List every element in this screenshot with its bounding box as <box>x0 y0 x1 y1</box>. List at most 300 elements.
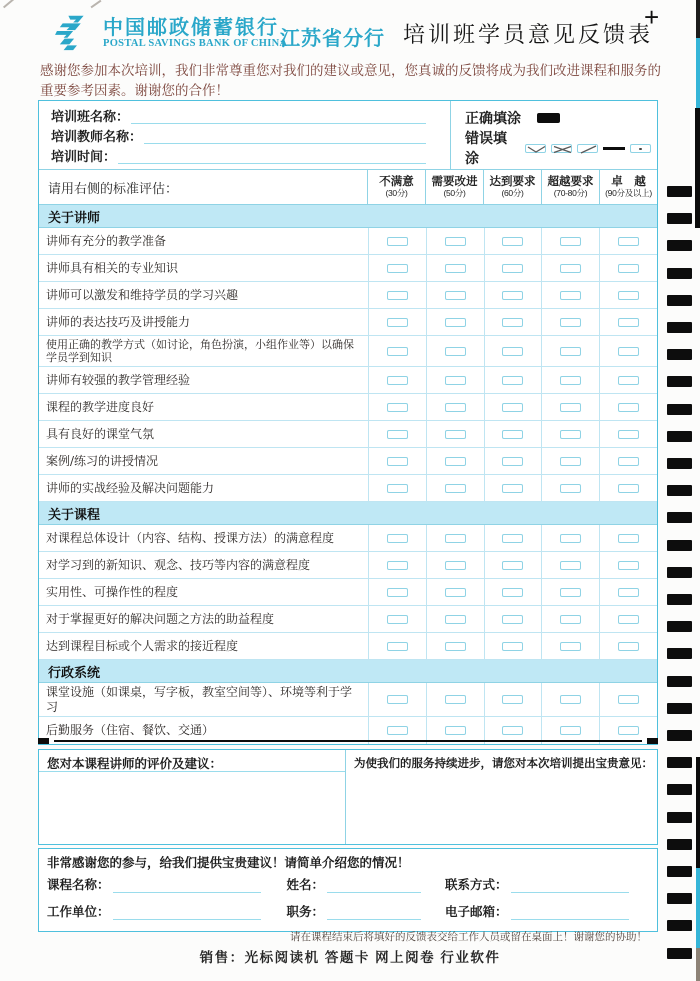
bank-name-cn: 中国邮政储蓄银行 <box>103 14 279 39</box>
instructor-comment-box <box>39 750 346 844</box>
personal-info-section <box>38 848 658 943</box>
question-label: 讲师可以激发和维持学员的学习兴趣 <box>46 287 239 302</box>
wrong-fill-example <box>465 128 651 168</box>
rating-bubble[interactable] <box>387 376 408 385</box>
timing-mark <box>667 404 692 415</box>
rating-cell <box>484 394 542 420</box>
rating-bubble[interactable] <box>560 457 581 466</box>
page-edge-artifact <box>696 0 700 38</box>
rating-bubble[interactable] <box>502 695 523 704</box>
page-edge-artifact <box>696 868 700 948</box>
divider-cap <box>38 738 49 744</box>
return-instruction-note: 请在课程结束后将填好的反馈表交给工作人员或留在桌面上！谢谢您的协助！ <box>290 931 647 943</box>
timing-mark <box>667 213 692 224</box>
timing-mark <box>667 893 692 904</box>
rating-bubble[interactable] <box>502 534 523 543</box>
rating-cell <box>484 606 542 632</box>
info-field-input[interactable] <box>131 110 426 124</box>
rating-cell <box>368 475 426 501</box>
question-label: 使用正确的教学方式（如讨论，角色扮演，小组作业等）以确保学员学到知识 <box>46 338 354 365</box>
rating-cell <box>368 255 426 281</box>
info-field-label: 培训班名称： <box>51 109 130 124</box>
timing-mark <box>667 703 692 714</box>
rating-cell <box>599 683 657 716</box>
rating-cell <box>368 552 426 578</box>
rating-bubble[interactable] <box>502 264 523 273</box>
personal-field-label: 电子邮箱： <box>445 905 508 919</box>
rating-cell <box>599 633 657 659</box>
wrong-fill-label: 错误填涂 <box>465 130 507 166</box>
rating-cell <box>541 228 599 254</box>
rating-bubble[interactable] <box>387 561 408 570</box>
timing-mark <box>667 485 692 496</box>
wrong-mark-examples <box>525 144 651 153</box>
rating-cell <box>368 309 426 335</box>
timing-mark <box>667 240 692 251</box>
rating-cell <box>599 606 657 632</box>
rating-cell <box>426 552 484 578</box>
rating-bubble[interactable] <box>387 588 408 597</box>
timing-mark <box>667 431 692 442</box>
timing-mark <box>667 948 692 959</box>
rating-cell <box>368 336 426 366</box>
question-row <box>39 421 657 448</box>
rating-bubble[interactable] <box>502 561 523 570</box>
rating-cell <box>599 552 657 578</box>
comments-section <box>38 749 658 845</box>
rating-bubble[interactable] <box>502 291 523 300</box>
rating-bubble[interactable] <box>502 615 523 624</box>
question-label: 课堂设施（如课桌，写字板，教室空间等）、环境等利于学习 <box>46 685 353 714</box>
rating-bubble[interactable] <box>502 318 523 327</box>
rating-cell <box>426 255 484 281</box>
rating-cell <box>368 448 426 474</box>
personal-field <box>47 875 261 893</box>
scan-artifact <box>91 0 102 8</box>
question-row <box>39 228 657 255</box>
rating-bubble[interactable] <box>618 264 639 273</box>
rating-cell <box>484 309 542 335</box>
rating-bubble[interactable] <box>560 430 581 439</box>
rating-bubble[interactable] <box>560 588 581 597</box>
timing-mark <box>667 458 692 469</box>
wrong-mark-cross-icon <box>551 144 572 153</box>
timing-mark <box>667 730 692 741</box>
rating-bubble[interactable] <box>445 237 466 246</box>
question-row <box>39 683 657 717</box>
rating-column-score: (60分) <box>501 187 524 198</box>
question-row <box>39 633 657 660</box>
question-row <box>39 552 657 579</box>
rating-cell <box>368 579 426 605</box>
rating-column-header-4 <box>599 170 657 204</box>
rating-cell <box>426 367 484 393</box>
page-title: 培训班学员意见反馈表 <box>403 23 654 48</box>
rating-bubble[interactable] <box>445 695 466 704</box>
rating-bubble[interactable] <box>445 318 466 327</box>
rating-cell <box>599 282 657 308</box>
question-row <box>39 475 657 502</box>
timing-mark <box>667 567 692 578</box>
rating-bubble[interactable] <box>445 561 466 570</box>
rating-cell <box>484 683 542 716</box>
timing-mark <box>667 621 692 632</box>
personal-field-input[interactable] <box>511 881 629 893</box>
rating-table <box>38 100 658 745</box>
timing-mark <box>667 295 692 306</box>
rating-cell <box>426 579 484 605</box>
rating-bubble[interactable] <box>560 318 581 327</box>
section-header-0: 关于讲师 <box>39 205 657 228</box>
personal-field-input[interactable] <box>327 881 421 893</box>
rating-cell <box>599 255 657 281</box>
rating-column-score: (70-80分) <box>553 187 588 198</box>
wrong-mark-dot-icon <box>630 144 651 153</box>
rating-bubble[interactable] <box>387 291 408 300</box>
info-field-label: 培训时间： <box>51 149 117 164</box>
rating-cell <box>484 633 542 659</box>
timing-mark <box>667 594 692 605</box>
header <box>55 12 287 52</box>
rating-bubble[interactable] <box>445 291 466 300</box>
rating-bubble[interactable] <box>618 237 639 246</box>
training-comment-label: 为使我们的服务持续进步，请您对本次培训提出宝贵意见： <box>354 758 653 770</box>
registration-cross-mark: + <box>644 2 660 32</box>
rating-cell <box>541 367 599 393</box>
rating-bubble[interactable] <box>387 457 408 466</box>
rating-bubble[interactable] <box>502 642 523 651</box>
rating-bubble[interactable] <box>445 615 466 624</box>
personal-fields-row2 <box>47 902 647 920</box>
question-label: 讲师的实战经验及解决问题能力 <box>46 481 215 496</box>
timing-mark <box>667 322 692 333</box>
filled-mark-example <box>537 113 560 123</box>
wrong-mark-slash-icon <box>577 144 598 153</box>
rating-cell <box>541 683 599 716</box>
timing-mark <box>667 376 692 387</box>
rating-bubble[interactable] <box>387 534 408 543</box>
rating-column-header-0 <box>367 170 425 204</box>
rating-bubble[interactable] <box>502 484 523 493</box>
rating-cell <box>426 606 484 632</box>
question-row <box>39 309 657 336</box>
rating-bubble[interactable] <box>560 726 581 735</box>
section-divider <box>38 738 658 744</box>
rating-bubble[interactable] <box>618 403 639 412</box>
question-row <box>39 255 657 282</box>
personal-field-label: 职务： <box>286 905 325 919</box>
rating-column-name: 超越要求 <box>547 175 594 188</box>
rating-bubble[interactable] <box>387 615 408 624</box>
rating-cell <box>426 309 484 335</box>
timing-mark <box>667 839 692 850</box>
rating-bubble[interactable] <box>445 484 466 493</box>
rating-bubble[interactable] <box>560 484 581 493</box>
rating-cell <box>426 394 484 420</box>
rating-cell <box>541 633 599 659</box>
rating-bubble[interactable] <box>387 318 408 327</box>
rating-bubble[interactable] <box>560 615 581 624</box>
info-field-line <box>51 146 440 165</box>
rating-bubble[interactable] <box>387 347 408 356</box>
rating-column-header-2 <box>483 170 541 204</box>
question-label: 讲师有较强的教学管理经验 <box>46 373 191 388</box>
rating-cell <box>541 336 599 366</box>
question-label: 具有良好的课堂气氛 <box>46 427 155 442</box>
personal-fields-row1 <box>47 875 647 893</box>
rating-bubble[interactable] <box>618 726 639 735</box>
rating-cell <box>484 552 542 578</box>
rating-bubble[interactable] <box>618 430 639 439</box>
rating-grid-body <box>39 205 657 744</box>
divider-cap <box>647 738 658 744</box>
bank-logo <box>55 12 287 52</box>
rating-bubble[interactable] <box>618 457 639 466</box>
rating-cell <box>484 421 542 447</box>
rating-bubble[interactable] <box>560 403 581 412</box>
rating-bubble[interactable] <box>618 642 639 651</box>
rating-bubble[interactable] <box>387 695 408 704</box>
rating-column-score: (30分) <box>385 187 408 198</box>
rating-cell <box>426 633 484 659</box>
rating-bubble[interactable] <box>445 430 466 439</box>
rating-bubble[interactable] <box>618 561 639 570</box>
page-edge-artifact <box>695 108 700 228</box>
personal-field-label: 工作单位： <box>47 905 110 919</box>
rating-bubble[interactable] <box>618 376 639 385</box>
rating-bubble[interactable] <box>502 347 523 356</box>
rating-bubble[interactable] <box>618 588 639 597</box>
rating-cell <box>599 309 657 335</box>
rating-cell <box>368 633 426 659</box>
rating-bubble[interactable] <box>618 534 639 543</box>
rating-prompt: 请用右侧的标准评估： <box>48 180 179 196</box>
rating-bubble[interactable] <box>560 237 581 246</box>
rating-cell <box>426 282 484 308</box>
rating-cell <box>368 367 426 393</box>
question-row <box>39 606 657 633</box>
rating-cell <box>541 579 599 605</box>
page-edge-artifact <box>696 38 700 108</box>
rating-bubble[interactable] <box>560 561 581 570</box>
rating-bubble[interactable] <box>387 642 408 651</box>
rating-bubble[interactable] <box>445 588 466 597</box>
personal-field <box>445 875 629 893</box>
personal-field-input[interactable] <box>113 881 261 893</box>
rating-cell <box>368 683 426 716</box>
rating-cell <box>541 309 599 335</box>
rating-cell <box>541 421 599 447</box>
rating-cell <box>599 394 657 420</box>
question-row <box>39 448 657 475</box>
correct-fill-label: 正确填涂 <box>465 110 521 126</box>
rating-bubble[interactable] <box>387 403 408 412</box>
section-header-2: 行政系统 <box>39 660 657 683</box>
rating-bubble[interactable] <box>502 430 523 439</box>
rating-bubble[interactable] <box>618 615 639 624</box>
rating-cell <box>541 448 599 474</box>
rating-cell <box>426 421 484 447</box>
question-row <box>39 394 657 421</box>
rating-cell <box>368 421 426 447</box>
info-field-line <box>51 126 440 145</box>
personal-field-label: 课程名称： <box>47 878 110 892</box>
rating-bubble[interactable] <box>560 347 581 356</box>
rating-column-header-1 <box>425 170 483 204</box>
question-label: 讲师的表达技巧及讲授能力 <box>46 314 191 329</box>
question-label: 讲师具有相关的专业知识 <box>46 260 179 275</box>
rating-column-name: 达到要求 <box>489 175 536 188</box>
rating-bubble[interactable] <box>445 534 466 543</box>
training-comment-box <box>346 750 657 844</box>
info-row <box>39 101 657 170</box>
page-edge-artifact <box>696 948 700 981</box>
personal-field <box>445 902 629 920</box>
page-edge-artifact <box>696 757 700 868</box>
rating-cell <box>368 606 426 632</box>
wrong-mark-check-icon <box>525 144 546 153</box>
info-field-input[interactable] <box>118 150 426 164</box>
rating-cell <box>484 336 542 366</box>
rating-bubble[interactable] <box>618 291 639 300</box>
rating-bubble[interactable] <box>560 291 581 300</box>
rating-bubble[interactable] <box>445 376 466 385</box>
rating-cell <box>484 255 542 281</box>
rating-cell <box>599 336 657 366</box>
question-label: 实用性、可操作性的程度 <box>46 585 179 600</box>
rating-cell <box>426 683 484 716</box>
timing-mark <box>667 757 692 768</box>
training-comment-area[interactable] <box>354 772 653 842</box>
rating-bubble[interactable] <box>560 534 581 543</box>
question-label: 后勤服务（住宿、餐饮、交通） <box>46 723 215 738</box>
scan-artifact <box>3 0 15 8</box>
rating-bubble[interactable] <box>502 588 523 597</box>
question-row <box>39 525 657 552</box>
divider-bar <box>54 740 642 743</box>
rating-bubble[interactable] <box>502 457 523 466</box>
rating-bubble[interactable] <box>502 726 523 735</box>
question-label: 对学习到的新知识、观念、技巧等内容的满意程度 <box>46 558 311 573</box>
rating-cell <box>368 282 426 308</box>
rating-bubble[interactable] <box>502 403 523 412</box>
personal-field-input[interactable] <box>327 908 421 920</box>
info-field-label: 培训教师名称： <box>51 129 143 144</box>
personal-field <box>287 875 422 893</box>
timing-mark <box>667 866 692 877</box>
timing-mark <box>667 349 692 360</box>
rating-bubble[interactable] <box>387 484 408 493</box>
info-field-line <box>51 106 440 125</box>
rating-bubble[interactable] <box>560 376 581 385</box>
question-label: 案例/练习的讲授情况 <box>46 454 159 469</box>
rating-cell <box>368 525 426 551</box>
personal-field-input[interactable] <box>113 908 261 920</box>
rating-cell <box>541 475 599 501</box>
rating-cell <box>541 606 599 632</box>
rating-cell <box>484 475 542 501</box>
instructor-comment-area[interactable] <box>39 772 345 842</box>
rating-bubble[interactable] <box>445 457 466 466</box>
rating-cell <box>599 475 657 501</box>
rating-cell <box>541 525 599 551</box>
timing-mark <box>667 676 692 687</box>
rating-cell <box>599 525 657 551</box>
timing-mark <box>667 812 692 823</box>
question-label: 讲师有充分的教学准备 <box>46 233 167 248</box>
rating-cell <box>484 448 542 474</box>
section-header-1: 关于课程 <box>39 502 657 525</box>
rating-bubble[interactable] <box>560 642 581 651</box>
rating-bubble[interactable] <box>560 695 581 704</box>
rating-cell <box>484 228 542 254</box>
rating-cell <box>426 475 484 501</box>
rating-bubble[interactable] <box>387 264 408 273</box>
rating-bubble[interactable] <box>502 376 523 385</box>
rating-cell <box>484 282 542 308</box>
rating-cell <box>484 579 542 605</box>
rating-cell <box>541 255 599 281</box>
psbc-emblem-icon <box>55 12 97 52</box>
personal-field-input[interactable] <box>511 908 629 920</box>
rating-cell <box>599 367 657 393</box>
info-field-input[interactable] <box>144 130 426 144</box>
rating-cell <box>599 448 657 474</box>
rating-bubble[interactable] <box>618 318 639 327</box>
rating-bubble[interactable] <box>387 726 408 735</box>
rating-bubble[interactable] <box>445 347 466 356</box>
rating-bubble[interactable] <box>445 264 466 273</box>
rating-cell <box>426 448 484 474</box>
question-row <box>39 336 657 367</box>
correct-fill-example <box>465 108 651 128</box>
rating-cell <box>368 228 426 254</box>
rating-bubble[interactable] <box>502 237 523 246</box>
rating-cell <box>541 552 599 578</box>
bank-name-en: POSTAL SAVINGS BANK OF CHINA <box>103 37 288 49</box>
personal-field-label: 联系方式： <box>445 878 508 892</box>
personal-field-label: 姓名： <box>286 878 325 892</box>
training-info-fields <box>39 101 451 169</box>
timing-mark <box>667 268 692 279</box>
rating-bubble[interactable] <box>445 403 466 412</box>
personal-field <box>47 902 261 920</box>
rating-cell <box>484 367 542 393</box>
rating-bubble[interactable] <box>387 430 408 439</box>
question-label: 对于掌握更好的解决问题之方法的助益程度 <box>46 612 275 627</box>
question-label: 达到课程目标或个人需求的接近程度 <box>46 639 239 654</box>
rating-bubble[interactable] <box>445 726 466 735</box>
question-label: 课程的教学进度良好 <box>46 400 155 415</box>
rating-cell <box>599 228 657 254</box>
rating-column-name: 需要改进 <box>431 175 478 188</box>
rating-bubble[interactable] <box>618 484 639 493</box>
rating-bubble[interactable] <box>560 264 581 273</box>
rating-column-name: 卓 越 <box>611 175 646 188</box>
rating-bubble[interactable] <box>618 347 639 356</box>
rating-bubble[interactable] <box>387 237 408 246</box>
rating-cell <box>426 228 484 254</box>
rating-cell <box>426 525 484 551</box>
timing-mark <box>667 540 692 551</box>
rating-column-header-3 <box>541 170 599 204</box>
question-row <box>39 367 657 394</box>
rating-bubble[interactable] <box>445 642 466 651</box>
instructor-comment-label: 您对本课程讲师的评价及建议： <box>47 757 223 771</box>
wrong-mark-line-icon <box>603 147 625 150</box>
rating-bubble[interactable] <box>618 695 639 704</box>
rating-cell <box>541 394 599 420</box>
